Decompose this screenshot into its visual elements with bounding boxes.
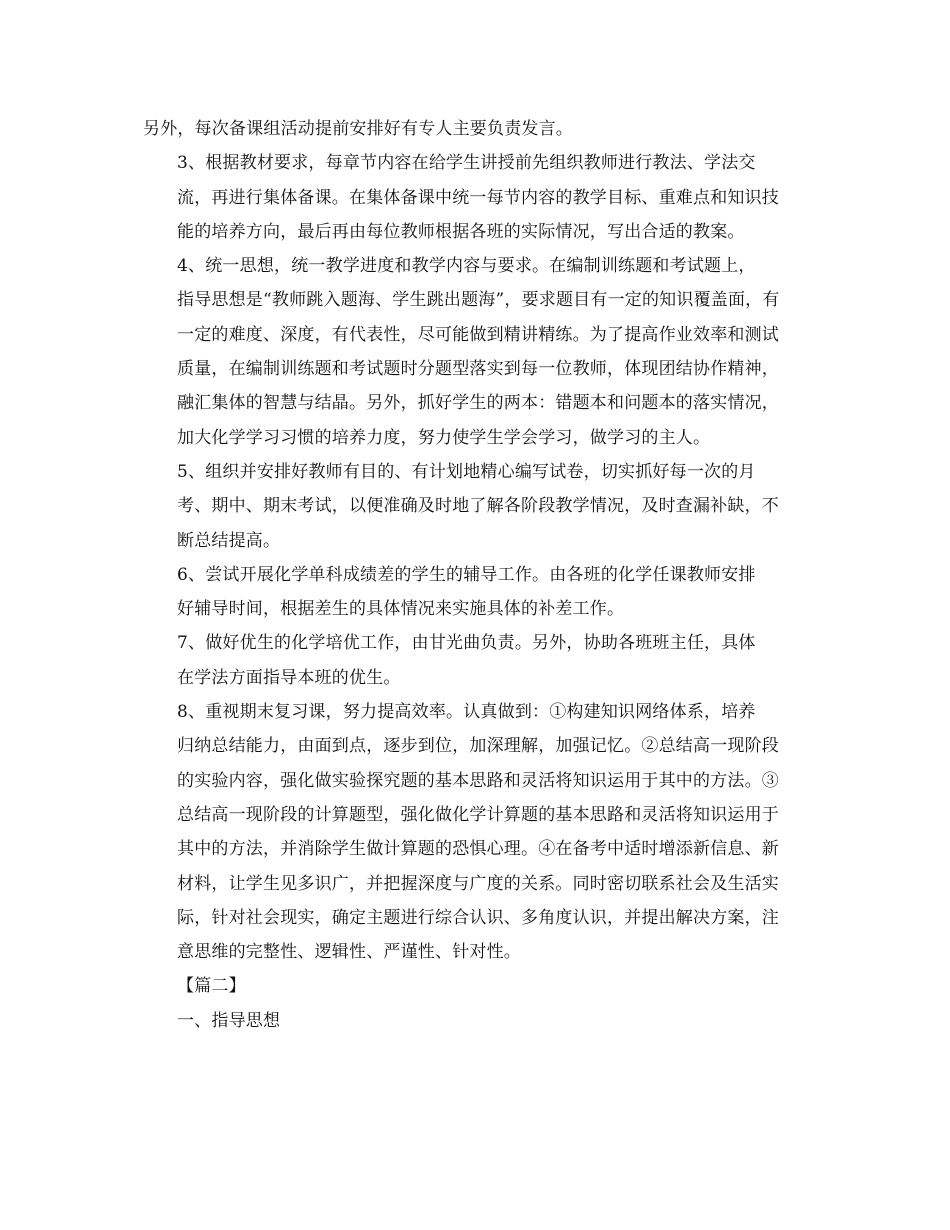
- paragraph: [143, 626, 808, 695]
- text-line: 流，再进行集体备课。在集体备课中统一每节内容的教学目标、重难点和知识技: [177, 187, 779, 208]
- text-line: 意思维的完整性、逻辑性、严谨性、针对性。: [177, 942, 521, 963]
- text-line: 6、尝试开展化学单科成绩差的学生的辅导工作。由各班的化学任课教师安排: [177, 564, 756, 585]
- document-body: [143, 112, 808, 1038]
- paragraph: [143, 558, 808, 627]
- text-line: 指导思想是“教师跳入题海、学生跳出题海”，要求题目有一定的知识覆盖面，有: [177, 290, 780, 311]
- text-line: 的实验内容，强化做实验探究题的基本思路和灵活将知识运用于其中的方法。③: [177, 770, 779, 791]
- text-line: 质量，在编制训练题和考试题时分题型落实到每一位教师，体现团结协作精神，: [177, 359, 779, 380]
- paragraph: [143, 455, 808, 558]
- paragraph: [143, 249, 808, 455]
- text-line: 能的培养方向，最后再由每位教师根据各班的实际情况，写出合适的教案。: [177, 221, 745, 242]
- text-line: 好辅导时间，根据差生的具体情况来实施具体的补差工作。: [177, 599, 625, 620]
- text-line: 另外，每次备课组活动提前安排好有专人主要负责发言。: [143, 119, 573, 139]
- text-line: 考、期中、期末考试，以便准确及时地了解各阶段教学情况，及时查漏补缺，不: [177, 496, 779, 517]
- paragraph: [143, 695, 808, 969]
- text-line: 8、重视期末复习课，努力提高效率。认真做到：①构建知识网络体系，培养: [177, 702, 756, 723]
- text-line: 一定的难度、深度，有代表性，尽可能做到精讲精练。为了提高作业效率和测试: [177, 324, 779, 345]
- text-line: 融汇集体的智慧与结晶。另外，抓好学生的两本：错题本和问题本的落实情况，: [177, 393, 779, 414]
- text-line: 际，针对社会现实，确定主题进行综合认识、多角度认识，并提出解决方案，注: [177, 907, 779, 928]
- text-line: 材料，让学生见多识广，并把握深度与广度的关系。同时密切联系社会及生活实: [177, 873, 779, 894]
- text-line: 在学法方面指导本班的优生。: [177, 667, 401, 688]
- section-label: 【篇二】: [177, 976, 246, 997]
- text-line: 其中的方法，并消除学生做计算题的恐惧心理。④在备考中适时增添新信息、新: [177, 839, 779, 860]
- text-line: 4、统一思想，统一教学进度和教学内容与要求。在编制训练题和考试题上，: [177, 256, 756, 277]
- text-line: 3、根据教材要求，每章节内容在给学生讲授前先组织教师进行教法、学法交: [177, 153, 756, 174]
- text-line: 总结高一现阶段的计算题型，强化做化学计算题的基本思路和灵活将知识运用于: [177, 804, 779, 825]
- paragraph: [143, 146, 808, 249]
- text-line: 7、做好优生的化学培优工作，由甘光曲负责。另外，协助各班班主任，具体: [177, 633, 756, 654]
- text-line: 归纳总结能力，由面到点，逐步到位，加深理解，加强记忆。②总结高一现阶段: [177, 736, 779, 757]
- section-subheading: 一、指导思想: [177, 1010, 281, 1031]
- text-line: 5、组织并安排好教师有目的、有计划地精心编写试卷，切实抓好每一次的月: [177, 461, 756, 482]
- paragraph: [143, 112, 808, 146]
- text-line: 断总结提高。: [177, 530, 281, 551]
- paragraph-list: [143, 112, 808, 969]
- text-line: 加大化学学习习惯的培养力度，努力使学生学会学习，做学习的主人。: [177, 427, 711, 448]
